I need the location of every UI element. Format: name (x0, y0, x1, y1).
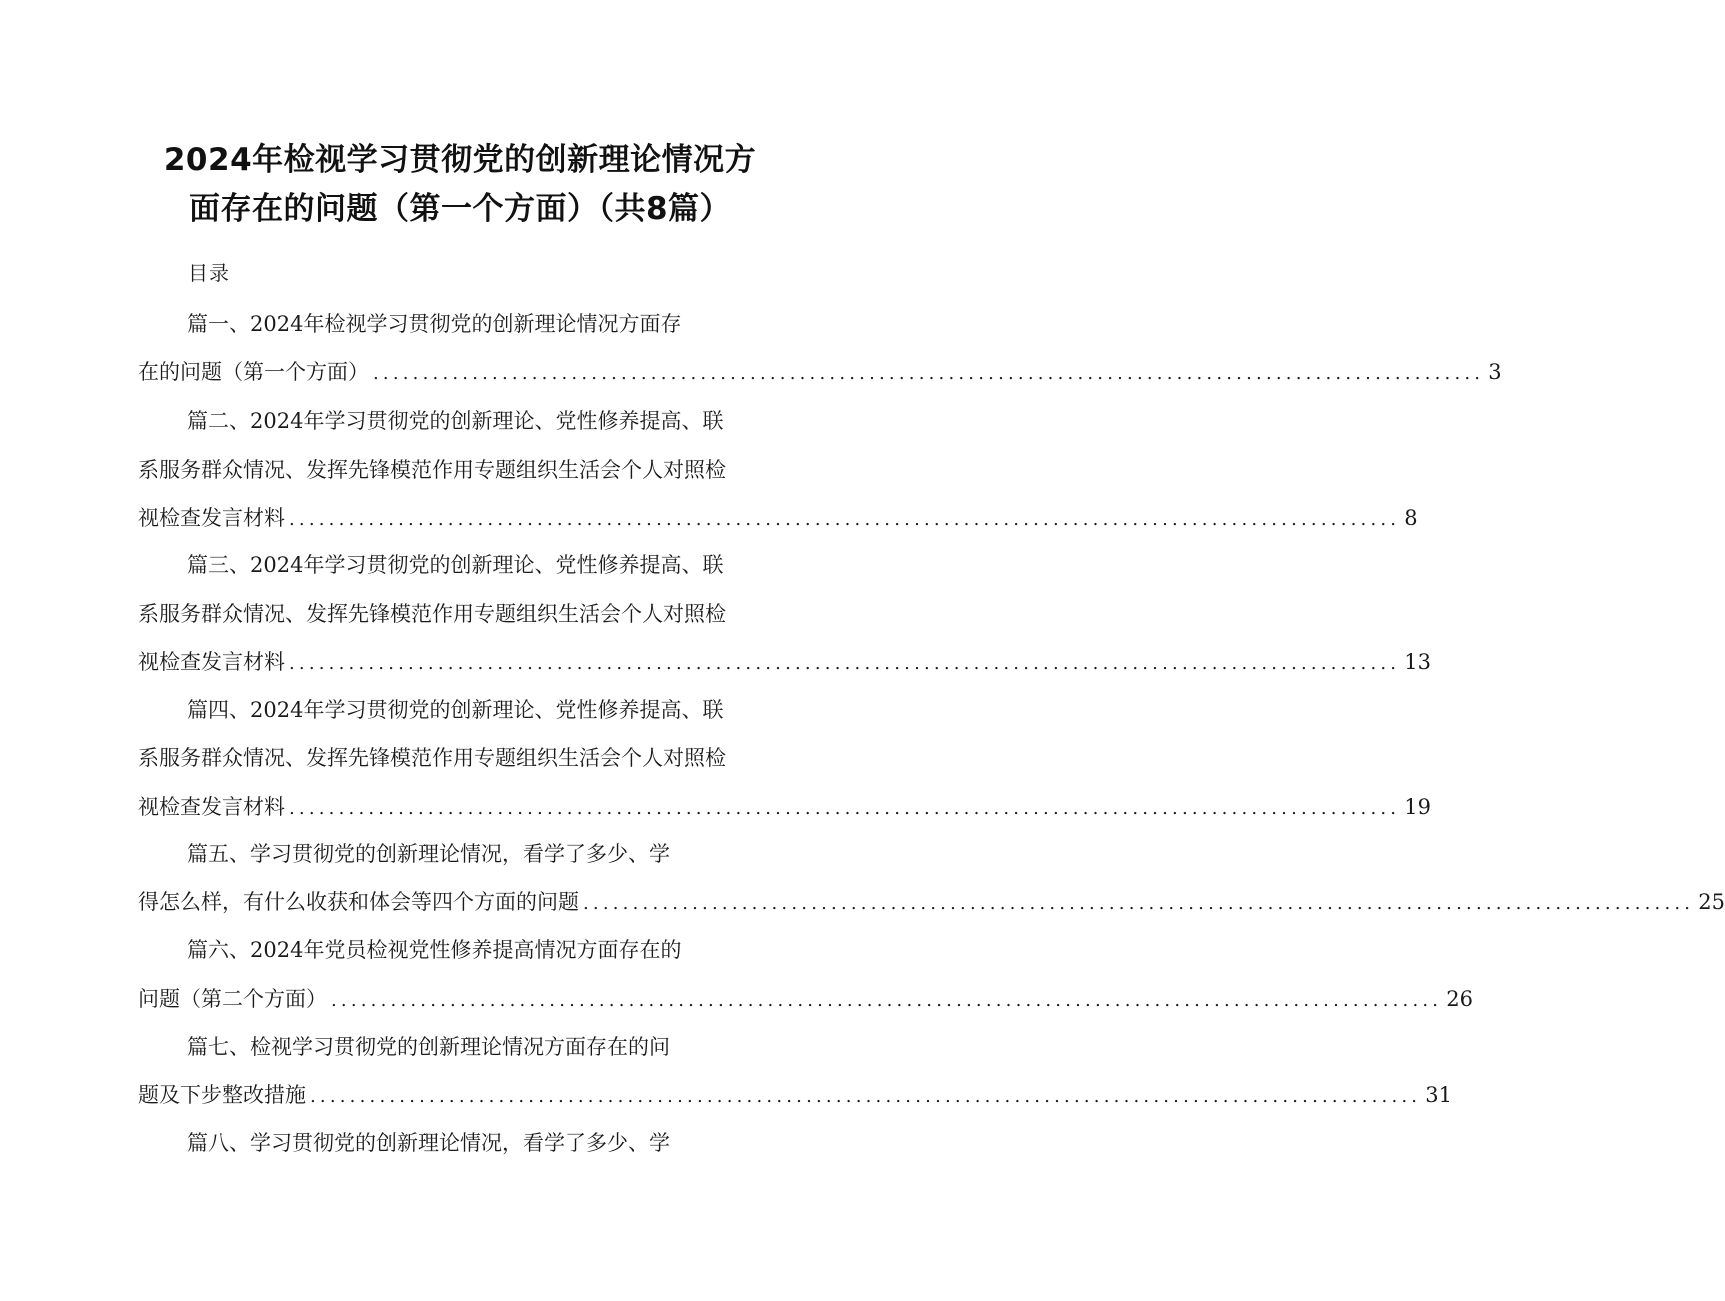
toc-entry-3-line-1[interactable]: 篇三、2024年学习贯彻党的创新理论、党性修养提高、联 (187, 553, 724, 577)
toc-entry-6-line-1[interactable]: 篇六、2024年党员检视党性修养提高情况方面存在的 (187, 938, 682, 962)
toc-entry-1-last-line[interactable] (138, 357, 1502, 387)
toc-entry-7-line-1[interactable]: 篇七、检视学习贯彻党的创新理论情况方面存在的问 (187, 1035, 670, 1059)
toc-entry-3-line-2[interactable]: 系服务群众情况、发挥先锋模范作用专题组织生活会个人对照检 (138, 602, 726, 626)
toc-entry-4-text-end: 视检查发言材料 (138, 795, 285, 819)
toc-entry-1-leader: ................................................................................................................ (373, 363, 1485, 384)
toc-entry-3-text-end: 视检查发言材料 (138, 650, 285, 674)
toc-entry-1-text-end: 在的问题（第一个方面） (138, 360, 369, 384)
toc-entry-3-last-line[interactable] (138, 647, 1431, 677)
toc-entry-7-text-end: 题及下步整改措施 (138, 1083, 306, 1107)
toc-entry-2-text-end: 视检查发言材料 (138, 506, 285, 530)
toc-entry-2-leader: ................................................................................................................ (289, 509, 1401, 530)
toc-entry-5-leader: ................................................................................................................ (583, 893, 1695, 914)
toc-entry-4-line-1[interactable]: 篇四、2024年学习贯彻党的创新理论、党性修养提高、联 (187, 698, 724, 722)
toc-entry-7-page-number: 31 (1425, 1083, 1452, 1107)
toc-entry-5-line-1[interactable]: 篇五、学习贯彻党的创新理论情况，看学了多少、学 (187, 842, 670, 866)
toc-entry-8-line-1[interactable]: 篇八、学习贯彻党的创新理论情况，看学了多少、学 (187, 1131, 670, 1155)
toc-entry-3-page-number: 13 (1404, 650, 1431, 674)
toc-entry-5-last-line[interactable] (138, 887, 1725, 917)
toc-entry-5-text-end: 得怎么样，有什么收获和体会等四个方面的问题 (138, 890, 579, 914)
document-title-line-1: 2024年检视学习贯彻党的创新理论情况方 (163, 142, 757, 178)
toc-entry-7-leader: ................................................................................................................ (310, 1086, 1422, 1107)
toc-entry-7-last-line[interactable] (138, 1080, 1452, 1110)
toc-entry-6-leader: ................................................................................................................ (331, 990, 1443, 1011)
toc-entry-6-text-end: 问题（第二个方面） (138, 987, 327, 1011)
toc-entry-4-line-2[interactable]: 系服务群众情况、发挥先锋模范作用专题组织生活会个人对照检 (138, 746, 726, 770)
toc-entry-2-page-number: 8 (1404, 506, 1418, 530)
toc-entry-3-leader: ................................................................................................................ (289, 653, 1401, 674)
toc-entry-5-page-number: 25 (1698, 890, 1725, 914)
toc-entry-2-line-1[interactable]: 篇二、2024年学习贯彻党的创新理论、党性修养提高、联 (187, 409, 724, 433)
toc-heading: 目录 (188, 261, 230, 285)
toc-entry-4-leader: ................................................................................................................ (289, 798, 1401, 819)
toc-entry-1-line-1[interactable]: 篇一、2024年检视学习贯彻党的创新理论情况方面存 (187, 312, 682, 336)
toc-entry-2-last-line[interactable] (138, 503, 1418, 533)
document-title-line-2: 面存在的问题（第一个方面）（共8篇） (188, 191, 732, 227)
toc-entry-6-page-number: 26 (1446, 987, 1473, 1011)
toc-entry-4-page-number: 19 (1404, 795, 1431, 819)
toc-entry-1-page-number: 3 (1488, 360, 1502, 384)
toc-entry-4-last-line[interactable] (138, 792, 1431, 822)
toc-entry-6-last-line[interactable] (138, 984, 1473, 1014)
toc-entry-2-line-2[interactable]: 系服务群众情况、发挥先锋模范作用专题组织生活会个人对照检 (138, 458, 726, 482)
